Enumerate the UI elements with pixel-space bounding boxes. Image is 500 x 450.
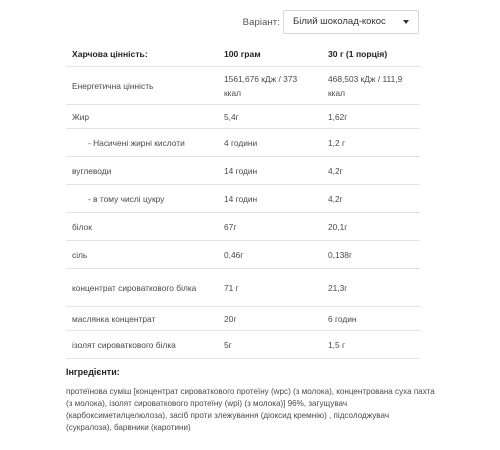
nutrient-name: Енергетична цінність	[66, 67, 218, 105]
variant-selected-value: Білий шоколад-кокос	[293, 16, 386, 27]
value-100g: 71 г	[218, 269, 322, 307]
value-serving: 4,2г	[322, 157, 420, 185]
value-serving: 6 годин	[322, 307, 420, 331]
nutrient-name: сіль	[66, 241, 218, 269]
header-serving: 30 г (1 порція)	[322, 42, 420, 67]
value-100g: 0,46г	[218, 241, 322, 269]
value-serving: 20,1г	[322, 213, 420, 241]
table-row	[66, 331, 420, 359]
value-serving: 468,503 кДж / 111,9 ккал	[322, 67, 420, 105]
variant-select[interactable]	[283, 10, 419, 34]
value-100g: 14 годин	[218, 157, 322, 185]
value-serving: 1,5 г	[322, 331, 420, 359]
value-serving: 1,2 г	[322, 129, 420, 157]
table-row	[66, 129, 420, 157]
value-serving: 4,2г	[322, 185, 420, 213]
value-100g: 67г	[218, 213, 322, 241]
value-100g: 20г	[218, 307, 322, 331]
chevron-down-icon	[403, 20, 409, 24]
table-row	[66, 185, 420, 213]
table-row	[66, 67, 420, 105]
variant-label: Варіант:	[242, 17, 280, 28]
ingredients-text: протеїнова суміш [концентрат сироваткового протеїну (wpc) (з молока), концентрована суха пахта (з молока), ізолят сироваткового протеїну (wpi) (з молока)] 96%, загущувач (карбоксиметилцелюлоза), засіб проти злежування (діоксид кремнію) , підсолоджувач (сукралоза), барвники (каротини)	[66, 387, 435, 432]
nutrient-name: ізолят сироваткового білка	[66, 331, 218, 359]
value-100g: 5г	[218, 331, 322, 359]
table-row	[66, 269, 420, 307]
nutrient-name: вуглеводи	[66, 157, 218, 185]
ingredients-title: Інгредієнти:	[66, 367, 120, 377]
value-100g: 4 години	[218, 129, 322, 157]
value-serving: 1,62г	[322, 105, 420, 129]
nutrient-name: концентрат сироваткового білка	[66, 269, 218, 307]
nutrition-table	[66, 42, 420, 359]
table-row	[66, 241, 420, 269]
header-nutrition: Харчова цінність:	[66, 42, 218, 67]
value-serving: 21,3г	[322, 269, 420, 307]
nutrient-name: білок	[66, 213, 218, 241]
nutrient-name: - в тому числі цукру	[66, 185, 218, 213]
table-row	[66, 105, 420, 129]
table-row	[66, 307, 420, 331]
nutrient-name: маслянка концентрат	[66, 307, 218, 331]
table-row	[66, 157, 420, 185]
value-100g: 5,4г	[218, 105, 322, 129]
table-header-row	[66, 42, 420, 67]
value-100g: 14 годин	[218, 185, 322, 213]
nutrient-name: Жир	[66, 105, 218, 129]
nutrient-name: - Насичені жирні кислоти	[66, 129, 218, 157]
header-100g: 100 грам	[218, 42, 322, 67]
value-100g: 1561,676 кДж / 373 ккал	[218, 67, 322, 105]
value-serving: 0,138г	[322, 241, 420, 269]
variant-row	[0, 10, 500, 36]
table-row	[66, 213, 420, 241]
